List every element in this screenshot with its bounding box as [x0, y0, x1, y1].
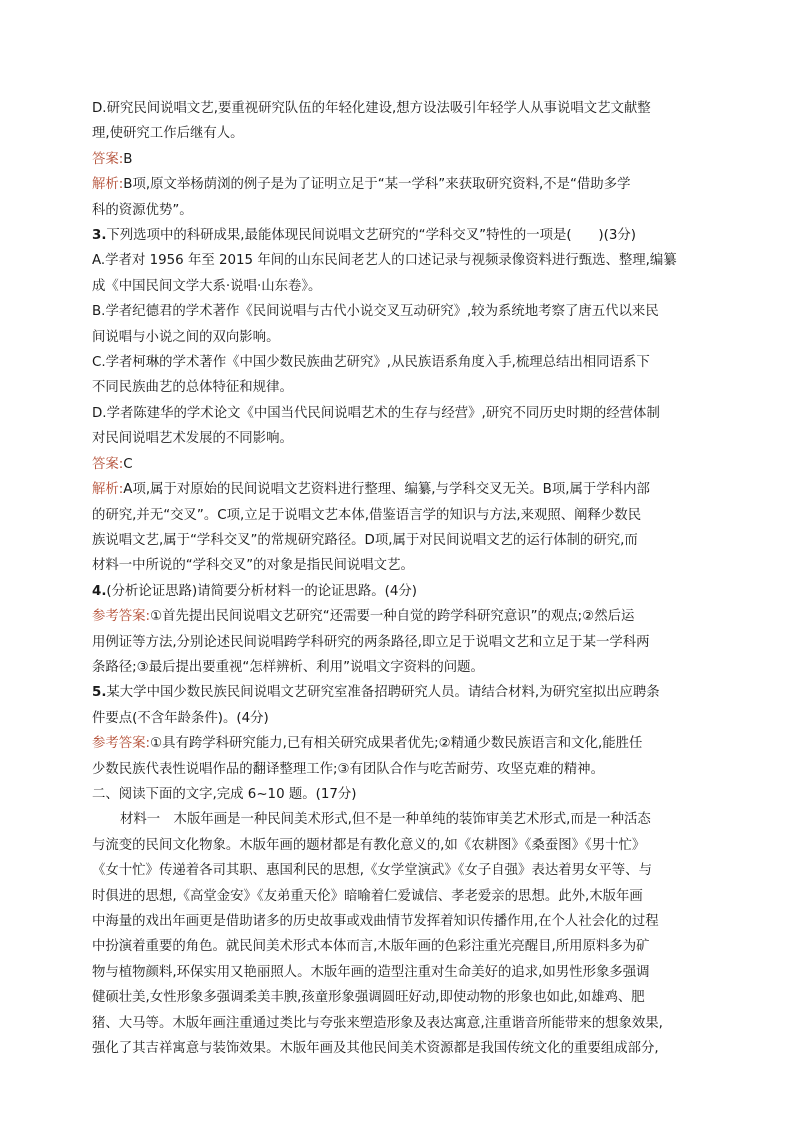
- text-line: [92, 553, 704, 578]
- text-line: [92, 248, 704, 273]
- text-line: [92, 630, 704, 655]
- line-text: 材料一 木版年画是一种民间美术形式,但不是一种单纯的装饰审美艺术形式,而是一种活态: [120, 812, 651, 828]
- text-line: [92, 96, 704, 121]
- text-line: [92, 1036, 704, 1061]
- line-text: C: [123, 456, 133, 472]
- text-line: [92, 757, 704, 782]
- line-text: 时俱进的思想,《高堂金安》《友弟重天伦》暗喻着仁爱诚信、孝老爱亲的思想。此外,木版年画: [92, 888, 643, 904]
- line-text: 猪、大马等。木版年画注重通过类比与夸张来塑造形象及表达寓意,注重谐音所能带来的想象效果,: [92, 1015, 663, 1031]
- text-line: [92, 985, 704, 1010]
- answer-label: 解析:: [92, 177, 124, 193]
- text-line: [92, 655, 704, 680]
- question-number: 5.: [92, 685, 107, 701]
- line-text: D.研究民间说唱文艺,要重视研究队伍的年轻化建设,想方设法吸引年轻学人从事说唱文艺文献整: [92, 101, 651, 116]
- line-text: B.学者纪德君的学术著作《民间说唱与古代小说交叉互动研究》,较为系统地考察了唐五代以来民: [92, 304, 659, 320]
- line-text: 中海量的戏出年画更是借助诸多的历史故事或戏曲情节发挥着知识传播作用,在个人社会化的过程: [92, 914, 659, 929]
- text-line: [92, 426, 704, 451]
- text-line: [92, 884, 704, 909]
- line-text: A项,属于对原始的民间说唱文艺资料进行整理、编纂,与学科交叉无关。B项,属于学科内部: [123, 482, 650, 498]
- text-line: [92, 807, 704, 832]
- line-text: B: [123, 151, 133, 167]
- line-text: ①具有跨学科研究能力,已有相关研究成果者优先;②精通少数民族语言和文化,能胜任: [150, 736, 643, 752]
- answer-line: [92, 172, 704, 197]
- line-text: 中扮演着重要的角色。就民间美术形式本体而言,木版年画的色彩注重光亮醒目,所用原料多为矿: [92, 939, 650, 955]
- line-text: 某大学中国少数民族民间说唱文艺研究室准备招聘研究人员。请结合材料,为研究室拟出应聘条: [106, 685, 660, 701]
- text-line: [92, 528, 704, 553]
- text-line: [92, 401, 704, 426]
- line-text: 族说唱文艺,属于“学科交叉”的常规研究路径。D项,属于对民间说唱文艺的运行体制的研究,而: [92, 532, 638, 548]
- text-line: [92, 325, 704, 350]
- answer-label: 答案:: [92, 456, 124, 472]
- line-text: C.学者柯琳的学术著作《中国少数民族曲艺研究》,从民族语系角度入手,梳理总结出相同语系下: [92, 355, 650, 371]
- text-line: [92, 858, 704, 883]
- line-text: D.学者陈建华的学术论文《中国当代民间说唱艺术的生存与经营》,研究不同历史时期的经营体制: [92, 405, 660, 421]
- text-line: [92, 350, 704, 375]
- line-text: 件要点(不含年龄条件)。(4分): [92, 710, 269, 726]
- question-number: 3.: [92, 228, 107, 244]
- answer-line: [92, 731, 704, 756]
- text-line: [92, 1011, 704, 1036]
- line-text: 《女十忙》传递着各司其职、惠国利民的思想,《女学堂演武》《女子自强》表达着男女平等、与: [92, 863, 652, 879]
- question-line: [92, 223, 704, 248]
- line-text: 少数民族代表性说唱作品的翻译整理工作;③有团队合作与吃苦耐劳、攻坚克难的精神。: [92, 761, 604, 777]
- answer-line: [92, 477, 704, 502]
- line-text: 用例证等方法,分别论述民间说唱跨学科研究的两条路径,即立足于说唱文艺和立足于某一学科两: [92, 634, 650, 650]
- text-line: [92, 934, 704, 959]
- answer-label: 参考答案:: [92, 609, 151, 625]
- text-line: [92, 299, 704, 324]
- answer-line: [92, 147, 704, 172]
- line-text: 间说唱与小说之间的双向影响。: [92, 329, 280, 345]
- line-text: 强化了其吉祥寓意与装饰效果。木版年画及其他民间美术资源都是我国传统文化的重要组成部分,: [92, 1041, 659, 1057]
- question-line: [92, 680, 704, 705]
- line-text: 成《中国民间文学大系·说唱·山东卷》。: [92, 278, 322, 294]
- text-line: [92, 833, 704, 858]
- line-text: 材料一中所说的“学科交叉”的对象是指民间说唱文艺。: [92, 558, 414, 574]
- document-body: [92, 96, 704, 1061]
- text-line: [92, 274, 704, 299]
- text-line: [92, 706, 704, 731]
- line-text: 与流变的民间文化物象。木版年画的题材都是有教化意义的,如《农耕图》《桑蚕图》《男十忙》: [92, 837, 646, 853]
- line-text: 的研究,并无“交叉”。C项,立足于说唱文艺本体,借鉴语言学的知识与方法,来观照、阐释少数民: [92, 507, 642, 523]
- line-text: 条路径;③最后提出要重视“怎样辨析、利用”说唱文字资料的问题。: [92, 659, 484, 675]
- line-text: 科的资源优势”。: [92, 202, 193, 218]
- text-line: [92, 909, 704, 934]
- text-line: [92, 782, 704, 807]
- line-text: B项,原文举杨荫浏的例子是为了证明立足于“某一学科”来获取研究资料,不是“借助多学: [123, 177, 631, 193]
- text-line: [92, 121, 704, 146]
- line-text: 理,使研究工作后继有人。: [92, 126, 244, 142]
- answer-label: 参考答案:: [92, 736, 151, 752]
- line-text: (分析论证思路)请简要分析材料一的论证思路。(4分): [106, 583, 418, 599]
- line-text: 不同民族曲艺的总体特征和规律。: [92, 380, 293, 396]
- answer-label: 答案:: [92, 151, 124, 167]
- line-text: A.学者对 1956 年至 2015 年间的山东民间老艺人的口述记录与视频录像资料进行甄选、整理,编纂: [92, 253, 677, 269]
- answer-label: 解析:: [92, 482, 124, 498]
- text-line: [92, 198, 704, 223]
- line-text: 健硕壮美,女性形象多强调柔美丰腴,孩童形象强调圆旺好动,即使动物的形象也如此,如雄鸡、肥: [92, 990, 645, 1006]
- text-line: [92, 503, 704, 528]
- answer-line: [92, 452, 704, 477]
- answer-line: [92, 604, 704, 629]
- line-text: ①首先提出民间说唱文艺研究“还需要一种自觉的跨学科研究意识”的观点;②然后运: [150, 609, 635, 625]
- text-line: [92, 960, 704, 985]
- line-text: 二、阅读下面的文字,完成 6~10 题。(17分): [92, 786, 357, 802]
- question-number: 4.: [92, 583, 107, 599]
- question-line: [92, 579, 704, 604]
- line-text: 下列选项中的科研成果,最能体现民间说唱文艺研究的“学科交叉”特性的一项是( )(3分): [106, 228, 637, 244]
- text-line: [92, 375, 704, 400]
- line-text: 物与植物颜料,环保实用又艳丽照人。木版年画的造型注重对生命美好的追求,如男性形象多强调: [92, 964, 650, 980]
- line-text: 对民间说唱艺术发展的不同影响。: [92, 431, 293, 447]
